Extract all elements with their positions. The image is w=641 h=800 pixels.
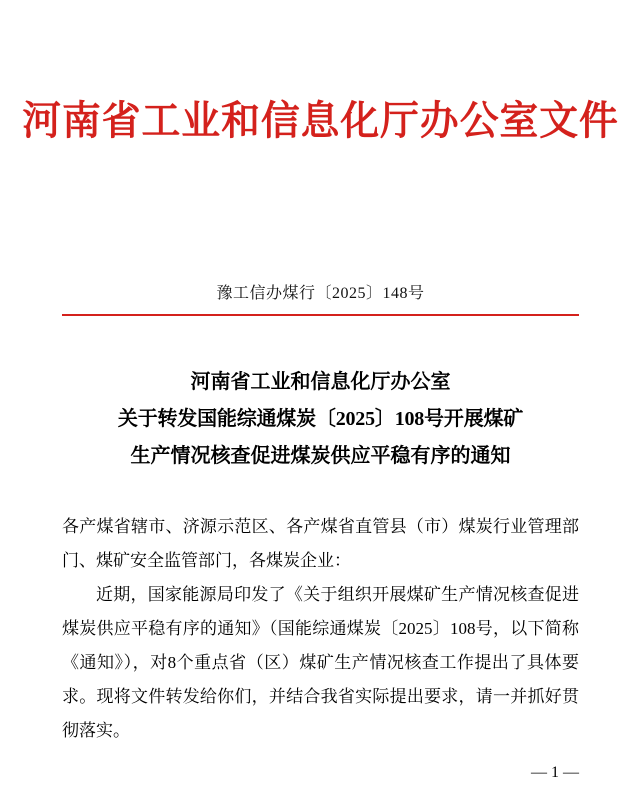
- document-body: [62, 510, 579, 748]
- body-paragraph-1: 近期，国家能源局印发了《关于组织开展煤矿生产情况核查促进煤炭供应平稳有序的通知》（国能综通煤炭〔2025〕108号，以下简称《通知》），对8个重点省（区）煤矿生产情况核查工作提出了具体要求。现将文件转发给你们，并结合我省实际提出要求，请一并抓好贯彻落实。: [62, 585, 579, 740]
- masthead-title: 河南省工业和信息化厅办公室文件: [22, 97, 619, 144]
- page-number: — 1 —: [531, 764, 579, 781]
- heading-line-1: 河南省工业和信息化厅办公室: [190, 371, 451, 393]
- red-separator-rule: [62, 314, 579, 316]
- heading-line-2: 关于转发国能综通煤炭〔2025〕108号开展煤矿: [117, 408, 524, 430]
- body-paragraph-salutation: 各产煤省辖市、济源示范区、各产煤省直管县（市）煤炭行业管理部门、煤矿安全监管部门，各煤炭企业：: [62, 517, 579, 570]
- document-number: 豫工信办煤行〔2025〕148号: [216, 285, 425, 302]
- document-heading: [62, 364, 579, 475]
- heading-line-3: 生产情况核查促进煤炭供应平稳有序的通知: [130, 445, 511, 467]
- masthead: [0, 96, 641, 146]
